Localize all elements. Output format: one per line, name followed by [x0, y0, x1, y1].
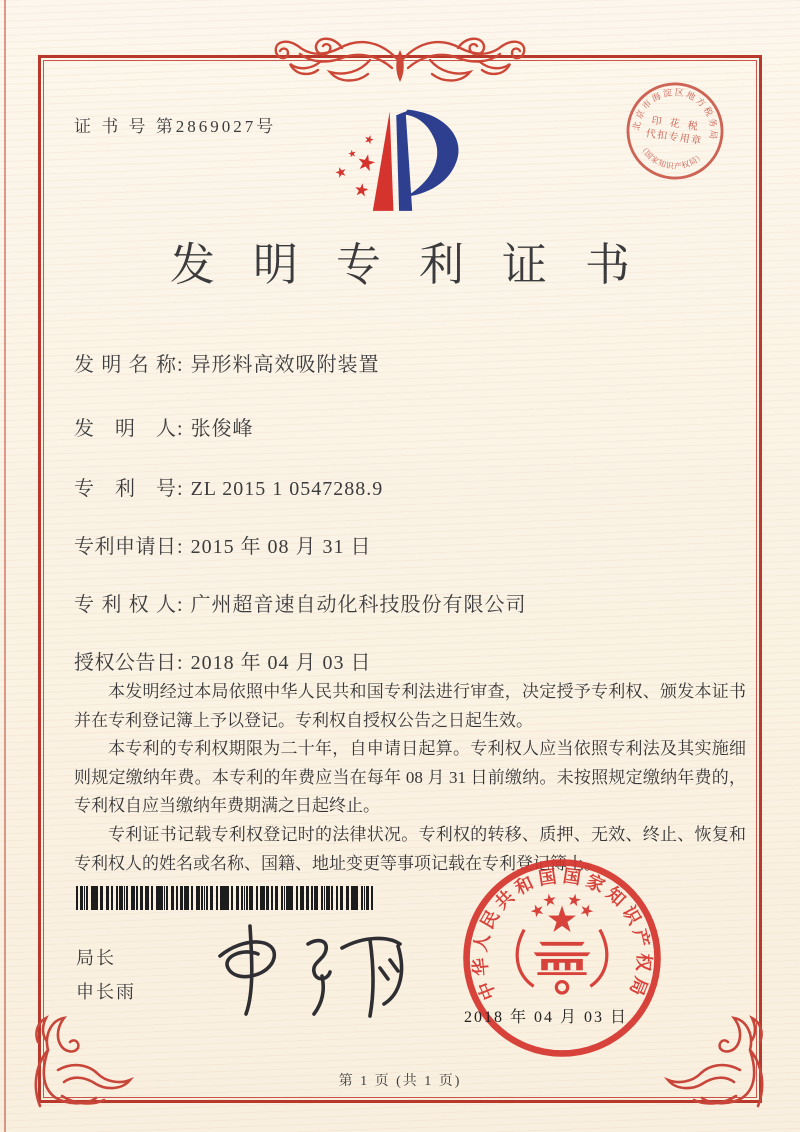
field-label: 专利权人: [74, 594, 176, 616]
svg-text:（国家知识产权局）: [635, 142, 706, 175]
field-colon: :: [177, 478, 183, 500]
tax-stamp-line1: 印 花 税: [650, 115, 702, 134]
field-label: 专利申请日: [74, 536, 176, 558]
field-patentee: [74, 588, 527, 617]
tax-stamp-line2: 代扣专用章: [645, 128, 704, 148]
page-title: 发明专利证书: [169, 240, 668, 290]
tax-stamp-arc-bottom-text: （国家知识产权局）: [637, 142, 707, 171]
national-emblem: [517, 893, 607, 993]
field-value: ZL 2015 1 0547288.9: [190, 478, 384, 500]
top-flourish-ornament-icon: [266, 26, 534, 114]
field-colon: :: [177, 354, 183, 376]
field-grant-date: [74, 646, 372, 675]
legal-text-block: [74, 678, 746, 878]
field-value: 张俊峰: [190, 418, 254, 440]
issuer-name: 申长雨: [76, 982, 136, 1002]
field-value: 异形料高效吸附装置: [190, 354, 380, 376]
field-colon: :: [177, 594, 183, 616]
paragraph-register: 专利证书记载专利权登记时的法律状况。专利权的转移、质押、无效、终止、恢复和专利权人的姓名或名称、国籍、地址变更等事项记载在专利登记簿上。: [74, 824, 746, 873]
field-filing-date: [74, 530, 372, 559]
field-invention-name: [74, 348, 380, 377]
field-patent-number: [74, 472, 383, 501]
seal-ring-text: 中华人民共和国国家知识产权局: [469, 865, 655, 1003]
cnipa-logo-icon: [325, 104, 475, 224]
field-value: 2018 年 04 月 03 日: [190, 652, 372, 674]
field-colon: :: [177, 536, 183, 558]
cnipa-official-seal: [458, 854, 666, 1062]
page-footer: 第 1 页 (共 1 页): [338, 1074, 462, 1089]
bottom-right-flourish-icon: [658, 1008, 770, 1112]
field-label: 授权公告日: [74, 652, 176, 674]
tax-withholding-stamp: [611, 67, 740, 196]
paragraph-grant: 本发明经过本局依照中华人民共和国专利法进行审查，决定授予专利权、颁发本证书并在专利登记簿上予以登记。专利权自授权公告之日起生效。: [74, 682, 746, 730]
issuer-title: 局长: [76, 948, 116, 968]
field-value: 广州超音速自动化科技股份有限公司: [190, 594, 527, 616]
field-value: 2015 年 08 月 31 日: [190, 536, 372, 558]
tax-stamp-arc-top-text: 北京市海淀区地方税务局: [631, 87, 719, 142]
seal-date: 2018 年 04 月 03 日: [464, 1009, 629, 1026]
bottom-left-flourish-icon: [28, 1008, 140, 1112]
barcode: [76, 886, 374, 910]
scan-left-edge: [4, 0, 6, 1132]
certificate-number: 证 书 号 第2869027号: [74, 117, 277, 136]
field-label: 发明名称: [74, 354, 176, 376]
field-colon: :: [177, 652, 183, 674]
paragraph-term-fees: 本专利的专利权期限为二十年，自申请日起算。专利权人应当依照专利法及其实施细则规定缴纳年费。本专利的年费应当在每年 08 月 31 日前缴纳。未按照规定缴纳年费的，专利权自应当缴纳年费期满之日起终止。: [74, 739, 746, 816]
field-colon: :: [177, 418, 183, 440]
field-inventor: [74, 412, 254, 441]
field-label: 专利号: [74, 478, 176, 500]
director-signature: [192, 914, 412, 1019]
logo-red-wedge: [373, 112, 394, 211]
logo-blue-bowl: [404, 110, 459, 197]
field-label: 发明人: [74, 418, 176, 440]
